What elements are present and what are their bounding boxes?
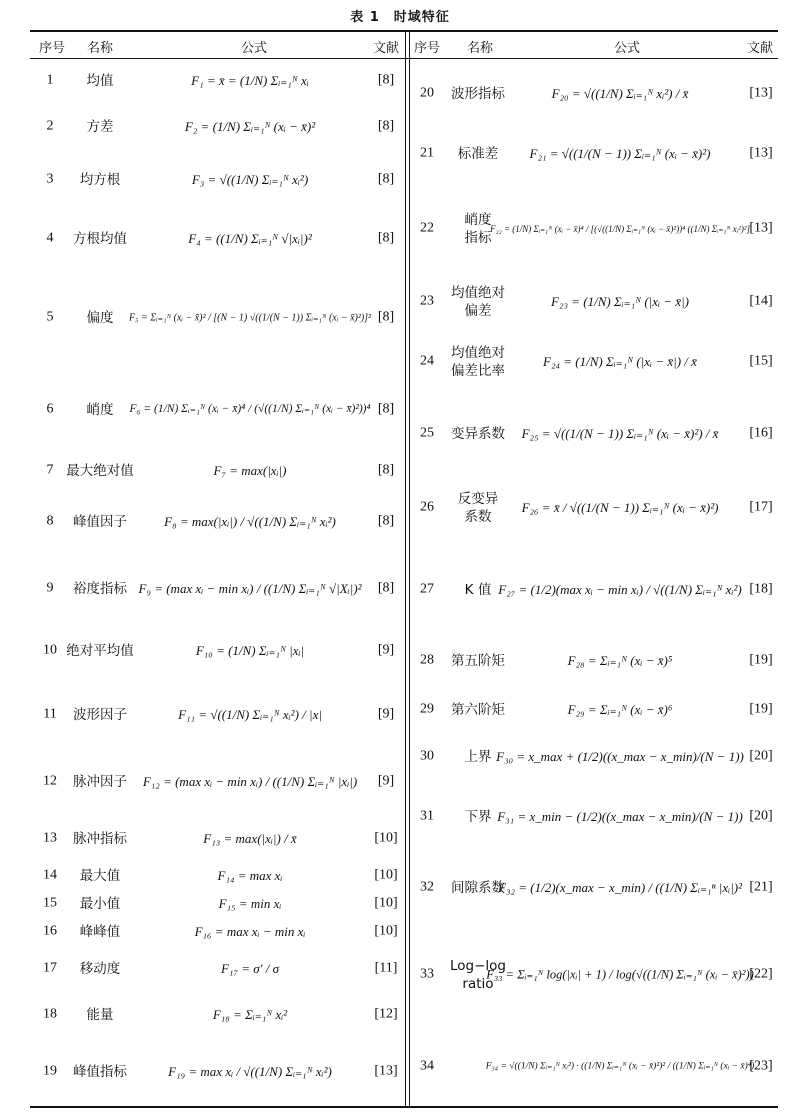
feature-name (451, 652, 505, 670)
feature-name (451, 85, 505, 103)
feature-name-line: 峰值指标 (73, 1063, 127, 1080)
feature-name-line: 系数 (464, 509, 492, 525)
row-number: 29 (420, 701, 434, 717)
reference-citation: [15] (749, 353, 773, 369)
reference-citation: [8] (377, 171, 395, 187)
feature-formula: F₁₀ = (1/N) Σᵢ₌₁ᴺ |xᵢ| (195, 643, 305, 659)
feature-name-line: ratio (462, 976, 494, 992)
row-number: 6 (46, 401, 54, 417)
reference-citation: [9] (377, 642, 395, 658)
feature-name-line: 方根均值 (73, 230, 127, 247)
feature-name-line: Log−log (449, 957, 507, 974)
table-row (0, 780, 800, 854)
feature-formula: F₄ = ((1/N) Σᵢ₌₁ᴺ √|xᵢ|)² (188, 231, 312, 247)
feature-name-line: 下界 (464, 808, 492, 825)
row-number: 3 (46, 171, 54, 187)
reference-citation: [8] (377, 513, 395, 529)
reference-citation: [8] (377, 309, 395, 325)
table-row (0, 544, 800, 636)
reference-citation: [9] (377, 773, 395, 789)
feature-name-line: 移动度 (79, 960, 121, 977)
row-number: 12 (43, 773, 57, 789)
feature-name (465, 748, 492, 766)
feature-formula: F₃₂ = (1/2)(x_max − x_min) / ((1/N) Σᵢ₌₁ⁿ |xᵢ|)² (498, 880, 742, 896)
feature-name-line: 均方根 (79, 171, 121, 188)
feature-formula: F₁₂ = (max xᵢ − min xᵢ) / ((1/N) Σᵢ₌₁ᴺ |xᵢ|) (142, 774, 358, 790)
reference-citation: [10] (374, 867, 398, 883)
feature-formula: F₂ = (1/N) Σᵢ₌₁ᴺ (xᵢ − x̄)² (184, 119, 316, 135)
row-number: 27 (420, 581, 434, 597)
row-number: 32 (420, 879, 434, 895)
feature-formula: F₁ = x̄ = (1/N) Σᵢ₌₁ᴺ xᵢ (191, 73, 309, 89)
header-formula-left: 公式 (240, 41, 268, 56)
feature-name-line: 最大值 (79, 867, 121, 884)
feature-formula: F₉ = (max xᵢ − min xᵢ) / ((1/N) Σᵢ₌₁ᴺ √|Xᵢ|)² (138, 581, 362, 597)
feature-formula: F₁₄ = max xᵢ (217, 868, 283, 884)
feature-name-line: 偏差 (464, 303, 492, 319)
reference-citation: [8] (377, 230, 395, 246)
table-row (0, 182, 800, 276)
reference-citation: [10] (374, 830, 398, 846)
feature-formula: F₂₄ = (1/N) Σᵢ₌₁ᴺ (|xᵢ − x̄|) / x̄ (543, 354, 697, 370)
feature-name-line: 波形指标 (451, 85, 505, 102)
feature-name (465, 808, 492, 826)
feature-name-line: 峰峰值 (79, 923, 121, 940)
row-number: 20 (420, 85, 434, 101)
reference-citation: [8] (377, 580, 395, 596)
feature-name-line: 均值 (86, 72, 114, 89)
feature-name-line: 偏度 (86, 309, 114, 326)
row-number: 25 (420, 425, 434, 441)
reference-citation: [21] (749, 879, 773, 895)
feature-formula: F₁₉ = max xᵢ / √((1/N) Σᵢ₌₁ᴺ xᵢ²) (168, 1064, 332, 1080)
table-row (0, 62, 800, 126)
row-number: 23 (420, 293, 434, 309)
table-caption: 表 1 时域特征 (350, 10, 450, 25)
feature-formula: F₂₁ = √((1/(N − 1)) Σᵢ₌₁ᴺ (xᵢ − x̄)²) (529, 146, 711, 162)
feature-name-line: 间隙系数 (451, 879, 505, 896)
row-number: 11 (43, 706, 57, 722)
feature-name-line: 最大绝对值 (66, 462, 134, 479)
feature-formula: F₇ = max(|xᵢ|) (213, 463, 287, 479)
reference-citation: [23] (749, 1058, 773, 1074)
row-number: 21 (420, 145, 434, 161)
row-number: 26 (420, 499, 434, 515)
row-number: 7 (46, 462, 54, 478)
header-formula-right: 公式 (613, 41, 641, 56)
table-bottom-rule (30, 1106, 778, 1108)
feature-formula: F₂₀ = √((1/N) Σᵢ₌₁ᴺ xᵢ²) / x̄ (551, 86, 689, 102)
row-number: 9 (46, 580, 54, 596)
feature-name-line: 均值绝对 (451, 284, 505, 301)
feature-name-line: 上界 (464, 748, 492, 765)
header-ref-left: 文献 (372, 41, 400, 56)
reference-citation: [19] (749, 701, 773, 717)
feature-name-line: 绝对平均值 (66, 642, 134, 659)
row-number: 18 (43, 1006, 57, 1022)
feature-name (465, 211, 492, 247)
reference-citation: [16] (749, 425, 773, 441)
table-row (0, 126, 800, 182)
row-number: 4 (46, 230, 54, 246)
table-row (0, 396, 800, 472)
row-number: 31 (420, 808, 434, 824)
row-number: 5 (46, 309, 54, 325)
feature-formula: F₁₁ = √((1/N) Σᵢ₌₁ᴺ xᵢ²) / |x| (178, 707, 322, 723)
table-row (0, 922, 800, 1028)
reference-citation: [17] (749, 499, 773, 515)
row-number: 8 (46, 513, 54, 529)
row-number: 22 (420, 220, 434, 236)
feature-formula: F₃₁ = x_min − (1/2)((x_max − x_min)/(N − 1)) (497, 809, 743, 825)
feature-name-line: 变异系数 (451, 425, 505, 442)
feature-name-line: 峭度 (86, 401, 114, 418)
table-row (0, 636, 800, 686)
header-name-left: 名称 (86, 41, 114, 56)
row-number: 19 (43, 1063, 57, 1079)
row-number: 34 (420, 1058, 434, 1074)
feature-name-line: 标准差 (457, 145, 499, 162)
feature-formula: F₃ = √((1/N) Σᵢ₌₁ᴺ xᵢ²) (191, 172, 309, 188)
reference-citation: [11] (374, 960, 398, 976)
feature-formula: F₂₂ = (1/N) Σᵢ₌₁ᴺ (xᵢ − x̄)⁴ / [(√((1/N) Σᵢ₌₁ᴺ (xᵢ − x̄)²))⁴ ((1/N) Σᵢ₌₁ᴺ xᵢ²)²] (489, 223, 751, 234)
feature-name-line: 裕度指标 (73, 580, 127, 597)
feature-name (458, 145, 499, 163)
header-name-right: 名称 (466, 41, 494, 56)
feature-name-line: 峭度 (464, 211, 492, 228)
feature-name-line: K 值 (464, 581, 492, 598)
table-row (0, 686, 800, 734)
reference-citation: [22] (749, 966, 773, 982)
feature-name-line: 方差 (86, 118, 114, 135)
feature-name-line: 最小值 (79, 895, 121, 912)
feature-formula: F₁₇ = σ′ / σ (220, 961, 280, 977)
table-top-rule (30, 30, 778, 32)
feature-name-line: 峰值因子 (73, 513, 127, 530)
feature-name-line: 第六阶矩 (451, 701, 505, 718)
table-row (0, 472, 800, 544)
feature-name (451, 344, 505, 380)
reference-citation: [20] (749, 748, 773, 764)
row-number: 16 (43, 923, 57, 939)
feature-name (458, 490, 499, 526)
feature-formula: F₁₈ = Σᵢ₌₁ᴺ xᵢ² (212, 1007, 288, 1023)
feature-formula: F₃₀ = x_max + (1/2)((x_max − x_min)/(N − 1)) (496, 749, 744, 765)
feature-formula: F₁₆ = max xᵢ − min xᵢ (194, 924, 306, 940)
reference-citation: [18] (749, 581, 773, 597)
header-num-right: 序号 (413, 41, 441, 56)
feature-name-line: 能量 (86, 1006, 114, 1023)
reference-citation: [14] (749, 293, 773, 309)
row-number: 24 (420, 353, 434, 369)
table-row (0, 734, 800, 780)
row-number: 2 (46, 118, 54, 134)
table-row (0, 1028, 800, 1106)
reference-citation: [13] (749, 145, 773, 161)
row-number: 13 (43, 830, 57, 846)
reference-citation: [9] (377, 706, 395, 722)
feature-name-line: 反变异 (457, 490, 499, 507)
reference-citation: [8] (377, 72, 395, 88)
feature-formula: F₂₉ = Σᵢ₌₁ᴺ (xᵢ − x̄)⁶ (567, 702, 673, 718)
feature-formula: F₆ = (1/N) Σᵢ₌₁ᴺ (xᵢ − x̄)⁴ / (√((1/N) Σᵢ₌₁ᴺ (xᵢ − x̄)²))⁴ (129, 403, 371, 416)
row-number: 14 (43, 867, 57, 883)
feature-name-line: 波形因子 (73, 706, 127, 723)
reference-citation: [13] (749, 85, 773, 101)
feature-name-line: 偏差比率 (451, 363, 505, 379)
reference-citation: [8] (377, 401, 395, 417)
reference-citation: [13] (374, 1063, 398, 1079)
reference-citation: [10] (374, 923, 398, 939)
header-ref-right: 文献 (746, 41, 774, 56)
feature-name (451, 425, 505, 443)
reference-citation: [20] (749, 808, 773, 824)
feature-formula: F₂₅ = √((1/(N − 1)) Σᵢ₌₁ᴺ (xᵢ − x̄)²) / x̄ (521, 426, 719, 442)
row-number: 33 (420, 966, 434, 982)
reference-citation: [19] (749, 652, 773, 668)
feature-name-line: 均值绝对 (451, 344, 505, 361)
row-number: 15 (43, 895, 57, 911)
row-number: 10 (43, 642, 57, 658)
header-num-left: 序号 (38, 41, 66, 56)
reference-citation: [10] (374, 895, 398, 911)
feature-formula: F₂₃ = (1/N) Σᵢ₌₁ᴺ (|xᵢ − x̄|) (551, 294, 689, 310)
row-number: 28 (420, 652, 434, 668)
feature-name-line: 脉冲指标 (73, 830, 127, 847)
feature-name (451, 879, 505, 897)
row-number: 1 (46, 72, 54, 88)
reference-citation: [8] (377, 462, 395, 478)
feature-formula: F₂₆ = x̄ / √((1/(N − 1)) Σᵢ₌₁ᴺ (xᵢ − x̄)²) (521, 500, 719, 516)
row-number: 30 (420, 748, 434, 764)
reference-citation: [12] (374, 1006, 398, 1022)
feature-formula: F₁₃ = max(|xᵢ|) / x̄ (203, 831, 297, 847)
feature-formula: F₅ = Σᵢ₌₁ᴺ (xᵢ − x̄)² / [(N − 1) √((1/(N − 1)) Σᵢ₌₁ᴺ (xᵢ − x̄)²)]² (128, 312, 372, 324)
feature-name-line: 指标 (464, 230, 492, 246)
feature-formula: F₃₃ = Σᵢ₌₁ᴺ log(|xᵢ| + 1) / log(√((1/N) Σᵢ₌₁ᴺ (xᵢ − x̄)²)) (486, 967, 754, 982)
feature-formula: F₈ = max(|xᵢ|) / √((1/N) Σᵢ₌₁ᴺ xᵢ²) (164, 514, 336, 530)
feature-name (451, 701, 505, 719)
reference-citation: [13] (749, 220, 773, 236)
table-row (0, 328, 800, 396)
feature-name (465, 581, 492, 599)
feature-formula: F₁₅ = min xᵢ (218, 896, 282, 912)
reference-citation: [8] (377, 118, 395, 134)
feature-name (451, 284, 505, 320)
feature-formula: F₃₄ = √((1/N) Σᵢ₌₁ᴺ xᵢ²) · ((1/N) Σᵢ₌₁ᴺ (xᵢ − x̄)²)² / ((1/N) Σᵢ₌₁ᴺ (xᵢ − x̄)⁴) (485, 1061, 755, 1072)
feature-formula: F₂₇ = (1/2)(max xᵢ − min xᵢ) / √((1/N) Σᵢ₌₁ᴺ xᵢ²) (498, 582, 742, 598)
feature-name-line: 第五阶矩 (451, 652, 505, 669)
table-row (0, 276, 800, 328)
table-row (0, 854, 800, 922)
feature-name-line: 脉冲因子 (73, 773, 127, 790)
table-header-rule (30, 58, 778, 59)
feature-formula: F₂₈ = Σᵢ₌₁ᴺ (xᵢ − x̄)⁵ (567, 653, 673, 669)
row-number: 17 (43, 960, 57, 976)
